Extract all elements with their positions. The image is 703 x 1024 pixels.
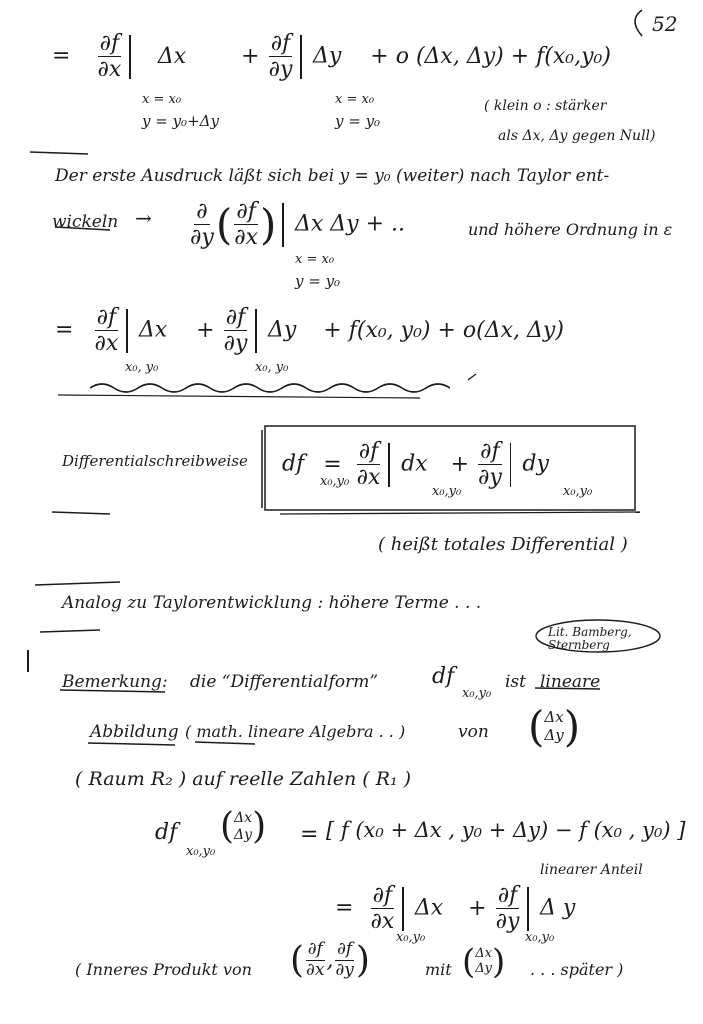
fraction-denominator: ∂y bbox=[190, 225, 214, 251]
abbildung-text: Abbildung bbox=[90, 722, 179, 742]
fraction-denominator: ∂y bbox=[478, 465, 502, 491]
vector-bottom: Δy bbox=[475, 961, 492, 976]
vector-bottom: Δy bbox=[234, 826, 253, 843]
partial-fraction-y bbox=[222, 306, 250, 355]
fraction-numerator: ∂f bbox=[497, 883, 518, 908]
differential-label: Differentialschreibweise bbox=[62, 452, 248, 470]
close-paren: ) bbox=[355, 940, 370, 981]
dx-symbol: dx bbox=[401, 451, 428, 477]
partial-fraction-x bbox=[304, 941, 326, 980]
fraction-numerator: ∂f bbox=[270, 31, 291, 56]
equals-sign: = bbox=[323, 451, 342, 477]
plus-sign: + bbox=[468, 895, 487, 921]
close-paren: ) bbox=[492, 942, 506, 982]
fraction-numerator: ∂f bbox=[307, 939, 323, 960]
eval-sub-b2: y = y₀ bbox=[335, 112, 381, 130]
remainder-terms: + f(x₀, y₀) + o(Δx, Δy) bbox=[323, 317, 564, 343]
eval-sub-a1: x = x₀ bbox=[142, 92, 182, 107]
eval-sub-2: x₀,y₀ bbox=[525, 930, 555, 945]
evaluation-bar bbox=[282, 203, 284, 247]
fraction-denominator: ∂y bbox=[268, 57, 293, 83]
vector-top: Δx bbox=[234, 810, 253, 827]
close-paren: ) bbox=[252, 806, 267, 847]
higher-order-text: und höhere Ordnung in ε bbox=[468, 220, 673, 239]
delta-x: Δx bbox=[157, 43, 187, 69]
eval-sub-1: x₀,y₀ bbox=[432, 484, 462, 499]
fraction-denominator: ∂x bbox=[97, 57, 122, 83]
taylor-text-word: wickeln bbox=[52, 212, 119, 232]
fraction-numerator: ∂f bbox=[99, 31, 120, 56]
evaluation-bar bbox=[402, 887, 404, 931]
open-paren: ( bbox=[220, 806, 235, 847]
eval-sub-1: x₀,y₀ bbox=[396, 930, 426, 945]
delta-x: Δx bbox=[138, 317, 168, 343]
equals-sign: = bbox=[55, 317, 74, 343]
delta-vector bbox=[220, 806, 266, 847]
open-paren: ( bbox=[528, 702, 545, 751]
inner-product-text: ( Inneres Produkt von bbox=[75, 960, 252, 979]
vector-top: Δx bbox=[544, 708, 564, 727]
bemerkung-colon: : bbox=[161, 672, 168, 692]
partial-fraction-y bbox=[267, 32, 295, 81]
fraction-denominator: ∂x bbox=[370, 909, 395, 935]
partial-fraction-y bbox=[476, 440, 504, 489]
von-text: von bbox=[458, 722, 489, 742]
df-symbol: df bbox=[155, 820, 178, 845]
evaluation-bar bbox=[255, 309, 257, 353]
equals-sign: = bbox=[300, 822, 319, 847]
comma-separator: , bbox=[326, 948, 334, 973]
partial-fraction-y bbox=[494, 884, 522, 933]
partial-fraction-x bbox=[95, 32, 123, 81]
literature-note: Lit. Bamberg, Sternberg bbox=[548, 625, 632, 653]
eval-sub-a2: y = y₀+Δy bbox=[142, 112, 219, 130]
eval-sub-2: y = y₀ bbox=[295, 272, 341, 290]
fraction-denominator: ∂x bbox=[356, 465, 381, 491]
fraction-denominator: ∂x bbox=[306, 960, 325, 980]
close-paren: ) bbox=[563, 702, 581, 751]
equation-line-1 bbox=[52, 32, 611, 81]
mixed-term: Δx Δy + .. bbox=[294, 211, 405, 237]
total-differential-note: ( heißt totales Differential ) bbox=[378, 534, 628, 555]
partial-fraction-y bbox=[333, 941, 355, 980]
delta-y: Δ y bbox=[539, 895, 576, 921]
differentialform-text: die “Differentialform” bbox=[190, 672, 379, 692]
vector-entries bbox=[544, 709, 563, 744]
open-paren: ( bbox=[462, 942, 476, 982]
taylor-text-line1: Der erste Ausdruck läßt sich bei y = y₀ (weiter) nach Taylor ent- bbox=[55, 166, 610, 186]
evaluation-bar bbox=[388, 443, 390, 487]
plus-sign: + bbox=[196, 317, 215, 343]
bemerkung-word: Bemerkung bbox=[62, 672, 162, 692]
linearer-anteil-note: linearer Anteil bbox=[540, 862, 643, 878]
raum-text: ( Raum R₂ ) auf reelle Zahlen ( R₁ ) bbox=[75, 768, 412, 790]
plus-sign: + bbox=[450, 451, 469, 477]
open-paren: ( bbox=[290, 940, 305, 981]
evaluation-bar bbox=[126, 309, 128, 353]
dy-symbol: dy bbox=[522, 451, 549, 477]
fraction-denominator: ∂x bbox=[234, 225, 258, 251]
fraction-numerator: ∂ bbox=[196, 199, 208, 224]
df-symbol: df bbox=[432, 664, 455, 689]
lineare-text: lineare bbox=[540, 672, 601, 692]
partial-y-operator bbox=[188, 200, 216, 249]
df-subscript: x₀,y₀ bbox=[186, 844, 216, 859]
delta-y: Δy bbox=[267, 317, 297, 343]
vector-entries bbox=[475, 947, 492, 977]
fraction-numerator: ∂f bbox=[236, 199, 256, 224]
df-subscript: x₀,y₀ bbox=[462, 686, 492, 701]
partial-fraction-x bbox=[355, 440, 383, 489]
eval-sub-b1: x = x₀ bbox=[335, 92, 375, 107]
evaluation-bar bbox=[300, 35, 302, 79]
eval-sub-2: x₀,y₀ bbox=[563, 484, 593, 499]
ist-text: ist bbox=[505, 672, 526, 692]
partial-fraction-x bbox=[92, 306, 120, 355]
analog-text: Analog zu Taylorentwicklung : höhere Terme . . . bbox=[62, 593, 482, 613]
equals-sign: = bbox=[335, 895, 354, 921]
delta-vector bbox=[462, 942, 505, 982]
evaluation-bar bbox=[129, 35, 131, 79]
fraction-denominator: ∂x bbox=[94, 331, 119, 357]
equals-sign: = bbox=[52, 43, 71, 69]
fraction-denominator: ∂y bbox=[335, 960, 354, 980]
page-number: 52 bbox=[652, 12, 678, 36]
vector-entries bbox=[234, 810, 252, 842]
delta-vector bbox=[528, 702, 580, 751]
partial-fraction-x bbox=[368, 884, 396, 933]
remainder-terms: + o (Δx, Δy) + f(x₀,y₀) bbox=[370, 43, 611, 69]
close-paren: ) bbox=[260, 200, 277, 250]
plus-sign: + bbox=[241, 43, 260, 69]
vector-bottom: Δy bbox=[544, 725, 564, 744]
note-klein-o-line1: ( klein o : stärker bbox=[484, 98, 607, 114]
fraction-numerator: ∂f bbox=[96, 305, 117, 330]
fraction-numerator: ∂f bbox=[337, 939, 353, 960]
fraction-numerator: ∂f bbox=[225, 305, 246, 330]
partial-fraction-x bbox=[232, 200, 260, 249]
mit-text: mit bbox=[425, 960, 452, 979]
difference-bracket: [ f (x₀ + Δx , y₀ + Δy) − f (x₀ , y₀) ] bbox=[326, 818, 686, 842]
bemerkung-label bbox=[62, 672, 168, 692]
fraction-numerator: ∂f bbox=[480, 439, 500, 464]
mixed-partial bbox=[188, 200, 405, 249]
eval-sub-1: x₀, y₀ bbox=[125, 360, 159, 375]
fraction-numerator: ∂f bbox=[358, 439, 379, 464]
note-klein-o-line2: als Δx, Δy gegen Null) bbox=[498, 128, 656, 144]
linear-part-formula bbox=[335, 884, 575, 933]
fraction-denominator: ∂y bbox=[223, 331, 248, 357]
fraction-denominator: ∂y bbox=[495, 909, 520, 935]
arrow: → bbox=[135, 206, 152, 230]
evaluation-bar bbox=[510, 443, 512, 487]
spaeter-text: . . . später ) bbox=[530, 960, 624, 979]
equation-line-3 bbox=[55, 306, 564, 355]
open-paren: ( bbox=[215, 200, 233, 250]
delta-x: Δx bbox=[414, 895, 444, 921]
fraction-numerator: ∂f bbox=[372, 883, 393, 908]
eval-sub-2: x₀, y₀ bbox=[255, 360, 289, 375]
gradient-vector bbox=[290, 940, 370, 981]
linear-algebra-text: ( math. lineare Algebra . . ) bbox=[185, 722, 406, 741]
df-subscript: x₀,y₀ bbox=[320, 474, 350, 489]
evaluation-bar bbox=[527, 887, 529, 931]
eval-sub-1: x = x₀ bbox=[295, 252, 335, 267]
delta-y: Δy bbox=[312, 43, 342, 69]
vector-top: Δx bbox=[475, 946, 492, 962]
df-symbol: df bbox=[282, 451, 305, 477]
